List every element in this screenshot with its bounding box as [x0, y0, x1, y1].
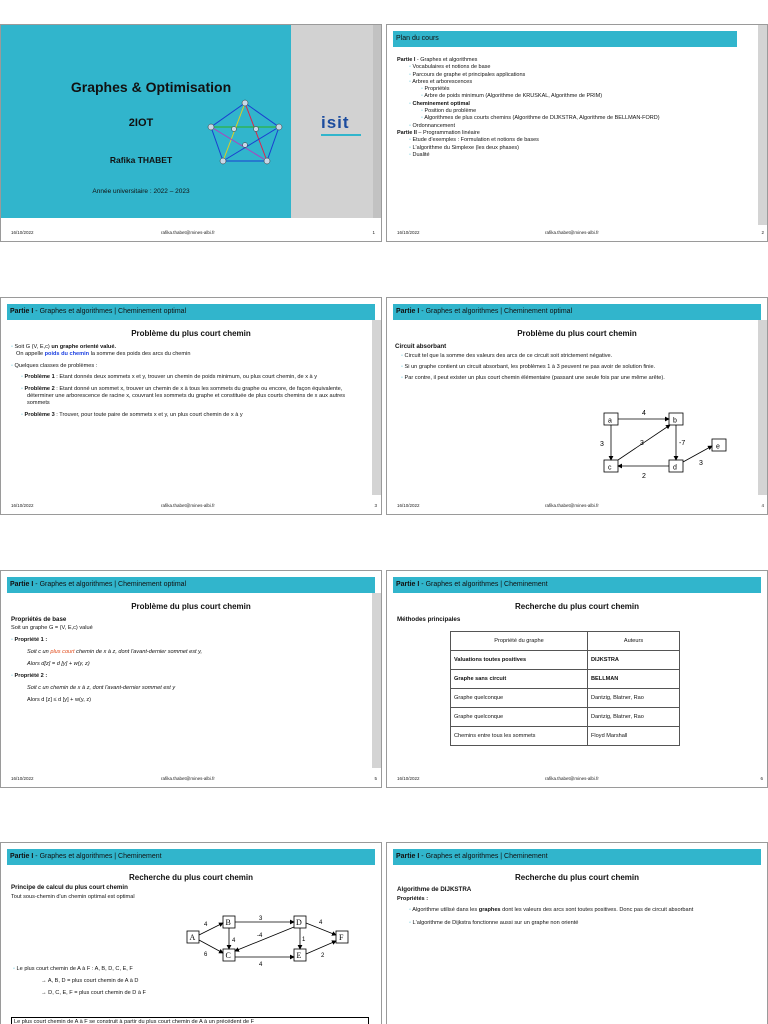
slide-body: Propriétés de base Soit un graphe G = (V, E,c) valué ◦ Propriété 1 : Soit c un plus court chemin de x à z, dont l'avant-dernier sommet est y, Alors d[z] = d [y] + w(y, z) ◦ Propriété 2 : Soit c un chemin de x à z, dont l'avant-dernier sommet est y Alors d [z] ≤ d [y] + w(y, z) — [11, 616, 203, 703]
weight-bd: -7 — [679, 440, 686, 447]
node-E: E — [296, 951, 302, 960]
footer-email: rafika.thabet@mines-albi.fr — [545, 776, 599, 781]
weight-EF: 2 — [321, 953, 325, 959]
slide-title: Problème du plus court chemin — [131, 602, 251, 611]
weight-ab: 4 — [642, 410, 646, 417]
node-C: C — [225, 951, 231, 960]
node-c: c — [608, 464, 612, 472]
page-number: 1 — [372, 230, 375, 235]
footer-date: 16/10/2022 — [11, 230, 34, 235]
graph-illustration — [207, 99, 283, 165]
footer-email: rafika.thabet@mines-albi.fr — [161, 230, 215, 235]
weight-BD: 3 — [259, 916, 263, 922]
slide-subtitle: Principe de calcul du plus court chemin — [11, 884, 128, 891]
slide-header: Partie I - Graphes et algorithmes | Cheminement — [393, 849, 761, 865]
footer-date: 16/10/2022 — [397, 230, 420, 235]
slide-8 — [386, 842, 768, 1024]
outline-item: Cheminement optimal — [412, 100, 470, 107]
slide-4 — [386, 297, 768, 515]
slide-title: Recherche du plus court chemin — [514, 602, 640, 611]
slide-title: Recherche du plus court chemin — [128, 873, 254, 882]
node-B: B — [225, 918, 231, 927]
outline-item: Etude d'exemples : Formulation et notions de bases — [412, 137, 539, 144]
scrollbar[interactable] — [373, 25, 381, 218]
page-number: 2 — [761, 230, 764, 235]
weight-AC: 6 — [204, 952, 208, 958]
slide-body: Circuit absorbant ◦ Circuit tel que la somme des valeurs des arcs de ce circuit soit strictement négative. ◦ Si un graphe contient un circuit absorbant, les problèmes 1 à 3 peuvent ne pas avoir de solution finie. ◦ Par contre, il peut exister un plus court chemin élémentaire (passant une seule fois par une même arête). — [395, 343, 665, 381]
table-row: Chemins entre tous les sommets Floyd Marshall — [451, 727, 680, 746]
page-number: 3 — [374, 503, 377, 508]
slide-header: Partie I - Graphes et algorithmes | Cheminement optimal — [7, 577, 375, 593]
outline-item: Algorithmes de plus courts chemins (Algorithme de DIJKSTRA, Algorithme de BELLMAN-FORD) — [424, 115, 660, 122]
slide-title: Recherche du plus court chemin — [514, 873, 640, 882]
outline-item: Arbres et arborescences — [412, 78, 473, 85]
weight-cb: 3 — [640, 440, 644, 447]
outline-item: Vocabulaires et notions de base — [412, 64, 491, 71]
node-F: F — [339, 933, 344, 942]
outline-item: L'algorithme du Simplexe (les deux phases) — [412, 144, 520, 151]
node-d: d — [673, 464, 677, 472]
weight-DF: 4 — [319, 920, 323, 926]
weight-AB: 4 — [204, 922, 208, 928]
slide-3 — [0, 297, 382, 515]
class-name: 2IOT — [128, 117, 154, 129]
path-graph — [181, 913, 351, 969]
table-row: Graphe quelconque Dantzig, Blatner, Rao — [451, 708, 680, 727]
slide-body: ◦ Le plus court chemin de A à F : A, B, D, C, E, F → A, B, D = plus court chemin de A à D → D, C, E, F = plus court chemin de D à F — [13, 966, 146, 996]
scrollbar[interactable] — [372, 593, 381, 768]
properties-label: Propriétés : — [397, 896, 429, 902]
outline-item: Arbre de poids minimum (Algorithme de KRUSKAL, Algorithme de PRIM) — [424, 93, 603, 100]
table-row: Graphe sans circuit BELLMAN — [451, 670, 680, 689]
slide-subtitle: Algorithme de DIJKSTRA — [397, 886, 472, 893]
methods-table — [450, 631, 680, 746]
footer-date: 16/10/2022 — [11, 776, 34, 781]
slide-body: ◦ Soit G (V, E,c) un graphe orienté valué. On appelle poids du chemin la somme des poids des arcs du chemin ◦ Quelques classes de problèmes : ◦ Problème 1 : Etant donnés deux sommets x et y, trouver un chemin de poids minimum, ou plus court chemin, de x à y ◦ Problème 2 : Etant donné un sommet x, trouver un chemin de x à tous les sommets du graphe ou encore, de façon équivalente, déterminer une arborescence de racine x, couvrant les sommets du graphe et constituée de plus courts chemins de x aux autres sommets ◦ Problème 3 : Trouver, pour toute paire de sommets x et y, un plus court chemin de x à y — [11, 344, 346, 418]
table-row: Graphe quelconque Dantzig, Blatner, Rao — [451, 689, 680, 708]
absorbing-circuit-graph — [592, 408, 732, 483]
outline-item: Parcours de graphe et principales applications — [412, 71, 526, 78]
author-name: Rafika THABET — [109, 155, 173, 165]
page-number: 4 — [761, 503, 764, 508]
footer-date: 16/10/2022 — [397, 503, 420, 508]
weight-de: 3 — [699, 460, 703, 467]
footer-email: rafika.thabet@mines-albi.fr — [545, 230, 599, 235]
node-a: a — [608, 417, 612, 425]
scrollbar[interactable] — [758, 320, 767, 495]
table-row: Valuations toutes positives DIJKSTRA — [451, 651, 680, 670]
weight-CE: 4 — [259, 962, 263, 968]
slide-title: Problème du plus court chemin — [131, 329, 251, 338]
outline-item: Propriétés — [424, 86, 450, 93]
slide-subtitle: Méthodes principales — [397, 616, 461, 623]
slide-header: Partie I - Graphes et algorithmes | Cheminement optimal — [7, 304, 375, 320]
slide-7 — [0, 842, 382, 1024]
slide-title: Graphes & Optimisation — [70, 79, 232, 95]
scrollbar[interactable] — [372, 320, 381, 495]
scrollbar[interactable] — [758, 25, 767, 225]
footer-email: rafika.thabet@mines-albi.fr — [161, 776, 215, 781]
footer-email: rafika.thabet@mines-albi.fr — [161, 503, 215, 508]
slide-body: ◦ Algorithme utilisé dans les graphes dont les valeurs des arcs sont toutes positives. Donc pas de circuit absorbant ◦ L'algorithme de Dijkstra fonctionne aussi sur un graphe non orienté — [409, 907, 694, 926]
weight-ac: 3 — [600, 441, 604, 448]
page-number: 5 — [374, 776, 377, 781]
outline-item: Dualité — [412, 151, 430, 158]
slide-header: Plan du cours — [393, 31, 737, 47]
conclusion-box: Le plus court chemin de A à F se construit à partir du plus court chemin de A à un précédent de F — [11, 1017, 369, 1024]
slide-title: Problème du plus court chemin — [517, 329, 637, 338]
course-outline: Partie I - Graphes et algorithmes ◦ Vocabulaires et notions de base ◦ Parcours de graphe et principales applications ◦ Arbres et arborescences ◦ Propriétés ◦ Arbre de poids minimum (Algorithme de KRUSKAL, Algorithme de PRIM) ◦ Cheminement optimal ◦ Position du problème ◦ Algorithmes de plus courts chemins (Algorithme de DIJKSTRA, Algorithme de BELLMAN-FORD) ◦ Ordonnancement Partie II – Programmation linéaire ◦ Etude d'exemples : Formulation et notions de bases ◦ L'algorithme du Simplexe (les deux phases) ◦ Dualité — [397, 57, 660, 158]
slide-header: Partie I - Graphes et algorithmes | Cheminement optimal — [393, 304, 761, 320]
slide-2 — [386, 24, 768, 242]
weight-cd: 2 — [642, 473, 646, 480]
page-number: 6 — [760, 776, 763, 781]
node-e: e — [716, 443, 720, 451]
node-b: b — [673, 417, 677, 425]
node-D: D — [296, 918, 302, 927]
table-header: Propriété du graphe Auteurs — [451, 632, 680, 651]
slide-6 — [386, 570, 768, 788]
academic-year: Année universitaire : 2022 – 2023 — [92, 188, 190, 195]
isit-logo: isit — [321, 113, 367, 147]
weight-DE: 1 — [302, 937, 306, 943]
slide-line: Tout sous-chemin d'un chemin optimal est optimal — [11, 894, 135, 900]
node-A: A — [189, 933, 196, 942]
footer-date: 16/10/2022 — [397, 776, 420, 781]
outline-item: Position du problème — [424, 108, 477, 115]
slide-header: Partie I - Graphes et algorithmes | Cheminement — [7, 849, 375, 865]
weight-CD: -4 — [257, 933, 263, 939]
slide-1 — [0, 24, 382, 242]
slide-5 — [0, 570, 382, 788]
slide-header: Partie I - Graphes et algorithmes | Cheminement — [393, 577, 761, 593]
footer-date: 16/10/2022 — [11, 503, 34, 508]
outline-item: Ordonnancement — [412, 122, 455, 129]
footer-email: rafika.thabet@mines-albi.fr — [545, 503, 599, 508]
weight-BC: 4 — [232, 938, 236, 944]
